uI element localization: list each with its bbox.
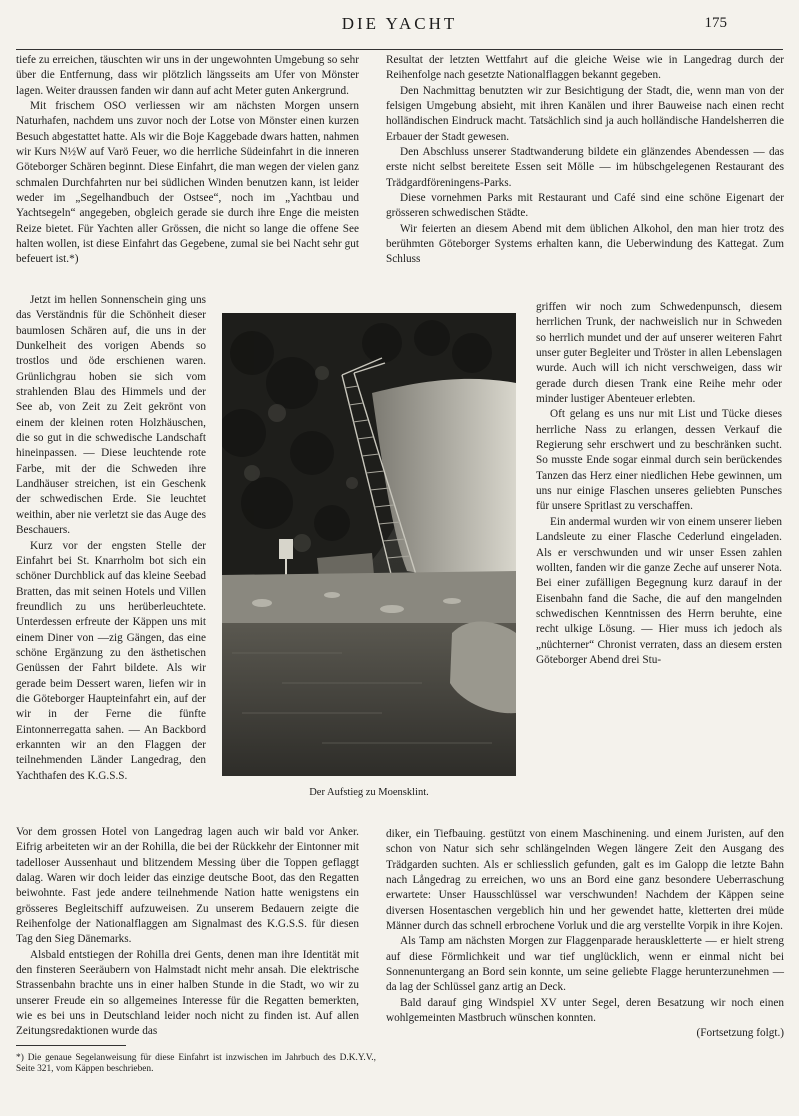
paragraph: diker, ein Tiefbauing. gestützt von einem Maschinening. und einem Juristen, auf den schon von Natur sich sehr schlängelnden Wegen längere Zeit den Ausgang des Trädgarden suchten. Als er schliesslich gefunden, galt es im Galopp die letzte Bahn nach Långedrag zu erreichen, wo uns an Bord eine ganz besondere Ueberraschung erwartete: Unser Hausschlüssel war verschwunden! Nachdem der Käppen seine diversen Hosentaschen vergeblich hin und her gewendet hatte, kletterten drei müde Männer durch das schnell erbrochene Vorluk und die arg verstellte Vorpik in ihre Kojen. [386,828,784,933]
footnote-rule [16,1045,126,1046]
photograph-cliff-stairs [222,313,516,776]
page-number: 175 [704,15,727,31]
paragraph: Jetzt im hellen Sonnenschein ging uns das Verständnis für die Schönheit dieser baumlosen Schären auf, die uns in der Dunkelheit des vorigen Abends so trostlos und öde erschienen waren. Grünlichgrau hoben sie sich vom strahlenden Blau des Himmels und der See ab, von Zeit zu Zeit gekrönt von einem der kleinen roten Holzhäuschen, die so gut in die schwedische Landschaft hineinpassen. — Diese leuchtende rote Farbe, mit der die Schweden ihre Landhäuser streichen, ist ein Geschenk der schwedischen Erde. Sie leuchtet weithin, aber nie verletzt sie das Auge des Beschauers. [16,294,206,537]
paragraph: Bald darauf ging Windspiel XV unter Segel, deren Besatzung wir noch einen wohlgemeinten Mastbruch wünschen konnten. [386,996,784,1025]
right-column-top [386,53,784,268]
left-column-bottom [16,825,359,1040]
paragraph: Wir feierten an diesem Abend mit dem üblichen Alkohol, den man hier trotz des berühmten Göteborger Systems erhalten kann, die Ueberwindung des Kattegat. Zum Schluss [386,222,784,266]
paragraph: Alsbald entstiegen der Rohilla drei Gents, denen man ihre Identität mit den finsteren Seeräubern von Halmstadt nicht mehr ansah. Die elektrische Strassenbahn brachte uns in einer halben Stunde in die Stadt, wo wir zu unserer Freude ein so allgemeines Interesse für die Regatten bemerkten, wie es bei uns in Deutschland leider noch nicht zu finden ist. Auf allen Zeitungsredaktionen wurde das [16,948,359,1038]
left-column-top [16,53,359,268]
paragraph: Mit frischem OSO verliessen wir am nächsten Morgen unsern Naturhafen, nachdem uns zuvor noch der Lotse von Mönster einen kurzen Besuch abgestattet hatte. Als wir die Boje Kaggebade dwars hatten, nahmen wir Kurs N½W auf Varö Feuer, wo die herrliche Südeinfahrt in die inneren Göteborger Schären beginnt. Diese Einfahrt, die man wegen der vielen ganz schmalen Durchfahrten nur bei südlichen Winden benutzen kann, ist leider weder im „Segelhandbuch der Ostsee“, noch im „Yachtbau und Yachtsegeln“ angegeben, obgleich gerade sie durch ihre Enge die meisten Reize bietet. Für Yachten aller Grössen, die nicht so lange die offene See halten wollen, ist diese Einfahrt das Gegebene, zumal sie bei Nacht sehr gut befeuert ist.*) [16,100,359,266]
paragraph: Resultat der letzten Wettfahrt auf die gleiche Weise wie in Langedrag durch der Reihenfolge nach gesetzte Nationalflaggen bekannt gegeben. [386,54,784,82]
right-column-flow [536,300,782,668]
paragraph: Diese vornehmen Parks mit Restaurant und Café sind eine schöne Eigenart der grösseren schwedischen Städte. [386,192,784,220]
right-column-bottom [386,827,784,1042]
paragraph: griffen wir noch zum Schwedenpunsch, diesem herrlichen Trunk, der nachweislich nur in Schweden so herrlich mundet und der auf unserer weiteren Fahrt unser guter Begleiter und Tröster in allen Lebenslagen wurde. Auch will ich nicht verschweigen, dass wir gerade durch diesen Trank eine Reihe mehr oder minder lustiger Abenteuer erlebten. [536,301,782,406]
photo-caption: Der Aufstieg zu Moensklint. [309,787,429,798]
running-title: DIE YACHT [341,14,458,33]
page-header [0,14,799,38]
continued-note: (Fortsetzung folgt.) [696,1027,784,1040]
paragraph: tiefe zu erreichen, täuschten wir uns in der ungewohnten Umgebung so sehr über die Entfernung, dass wir plötzlich längsseits am Ufer von Mönster lagen. Weiter draussen fanden wir dann auf acht Meter guten Ankergrund. [16,54,359,97]
footnote: *) Die genaue Segelanweisung für diese Einfahrt ist inzwischen im Jahrbuch des D.K.Y.V., Seite 321, vom Käppen beschrieben. [16,1053,376,1074]
paragraph: Als Tamp am nächsten Morgen zur Flaggenparade herauskletterte — er hielt streng auf diese Förmlichkeit und war tief unglücklich, wenn er einmal nicht bei Sonnenuntergang an Bord sein konnte, um seine geliebte Flagge herunterzunehmen — da lag der Schlüssel ganz artig an Deck. [386,935,784,994]
paragraph: Kurz vor der engsten Stelle der Einfahrt bei St. Knarrholm bot sich ein schöner Durchblick auf das kleine Seebad Bratten, das mit seinen Hotels und Villen freundlich zu uns herüberleuchtete. Unterdessen erfreute der Käppen uns mit einem Diner von —zig Gängen, das eine schöne Ergänzung zu den ästhetischen Genüssen der Fahrt bildete. Als wir gerade beim Dessert waren, liefen wir in die Göteborger Haupteinfahrt ein, auf der wir in der Ferne die fünfte Eintonnerregatta sahen. — An Backbord erkannten wir an den Flaggen der teilnehmenden Länder Langedrag, den Yachthafen des K.G.S.S. [16,539,206,782]
left-column-flow [16,293,206,784]
header-rule [16,49,783,50]
paragraph: Vor dem grossen Hotel von Langedrag lagen auch wir bald vor Anker. Eifrig arbeiteten wir an der Rohilla, die bei der Rückkehr der Eintonner mit tadelloser Aussenhaut und blitzendem Messing über die Toppen geflaggt dalag. Waren wir doch leider das einzige deutsche Boot, das den Regatten beiwohnte. Fast jede andere teilnehmende Nation hatte wenigstens ein grösseres Begleitschiff aufzuweisen. Zu unserem Bedauern zeigte die Reihenfolge der Nationalflaggen am Signalmast des K.G.S.S. für diesen Tag den Sieg Dänemarks. [16,826,359,946]
paragraph: Oft gelang es uns nur mit List und Tücke dieses herrliche Nass zu erlangen, dessen Verkauf die Regierung sehr erschwert und zu beschränken sucht. So musste Ende sogar einmal durch sein berückendes Tanzen das Herz einer niedlichen Hebe gewinnen, um uns nur einige Flaschen unseres geliebten Punsches für unsere Spritlast zu verschaffen. [536,408,782,513]
paragraph: Den Nachmittag benutzten wir zur Besichtigung der Stadt, die, wenn man von der felsigen Umgebung absieht, mit ihren Kanälen und ihrer Bauweise nach einen recht holländischen Eindruck macht. Tatsächlich sind ja auch holländische Handelsherren die Erbauer der Stadt gewesen. [386,84,784,143]
cliff-stairs-image [222,313,516,776]
paragraph: Den Abschluss unserer Stadtwanderung bildete ein glänzendes Abendessen — das erste nicht selbst bereitete Essen seit Mölle — im hübschgelegenen Restaurant des Trädgardföreningens-Parks. [386,146,784,189]
paragraph: Ein andermal wurden wir von einem unserer lieben Landsleute zu einer Flasche Cederlund eingeladen. Als er verschwunden und wir unser Essen zahlen wollten, fanden wir die ganze Zeche auf unserer Nota. Bei einer zufälligen Begegnung kurz darauf in der Eisenbahn fand die Sache, die auf den mangelnden schwedischen Kenntnissen des Herrn beruhte, eine recht ulkige Lösung. — Hier muss ich jedoch als „nüchterner“ Chronist verraten, dass an diesem ersten Göteborger Abend drei Stu- [536,515,782,666]
